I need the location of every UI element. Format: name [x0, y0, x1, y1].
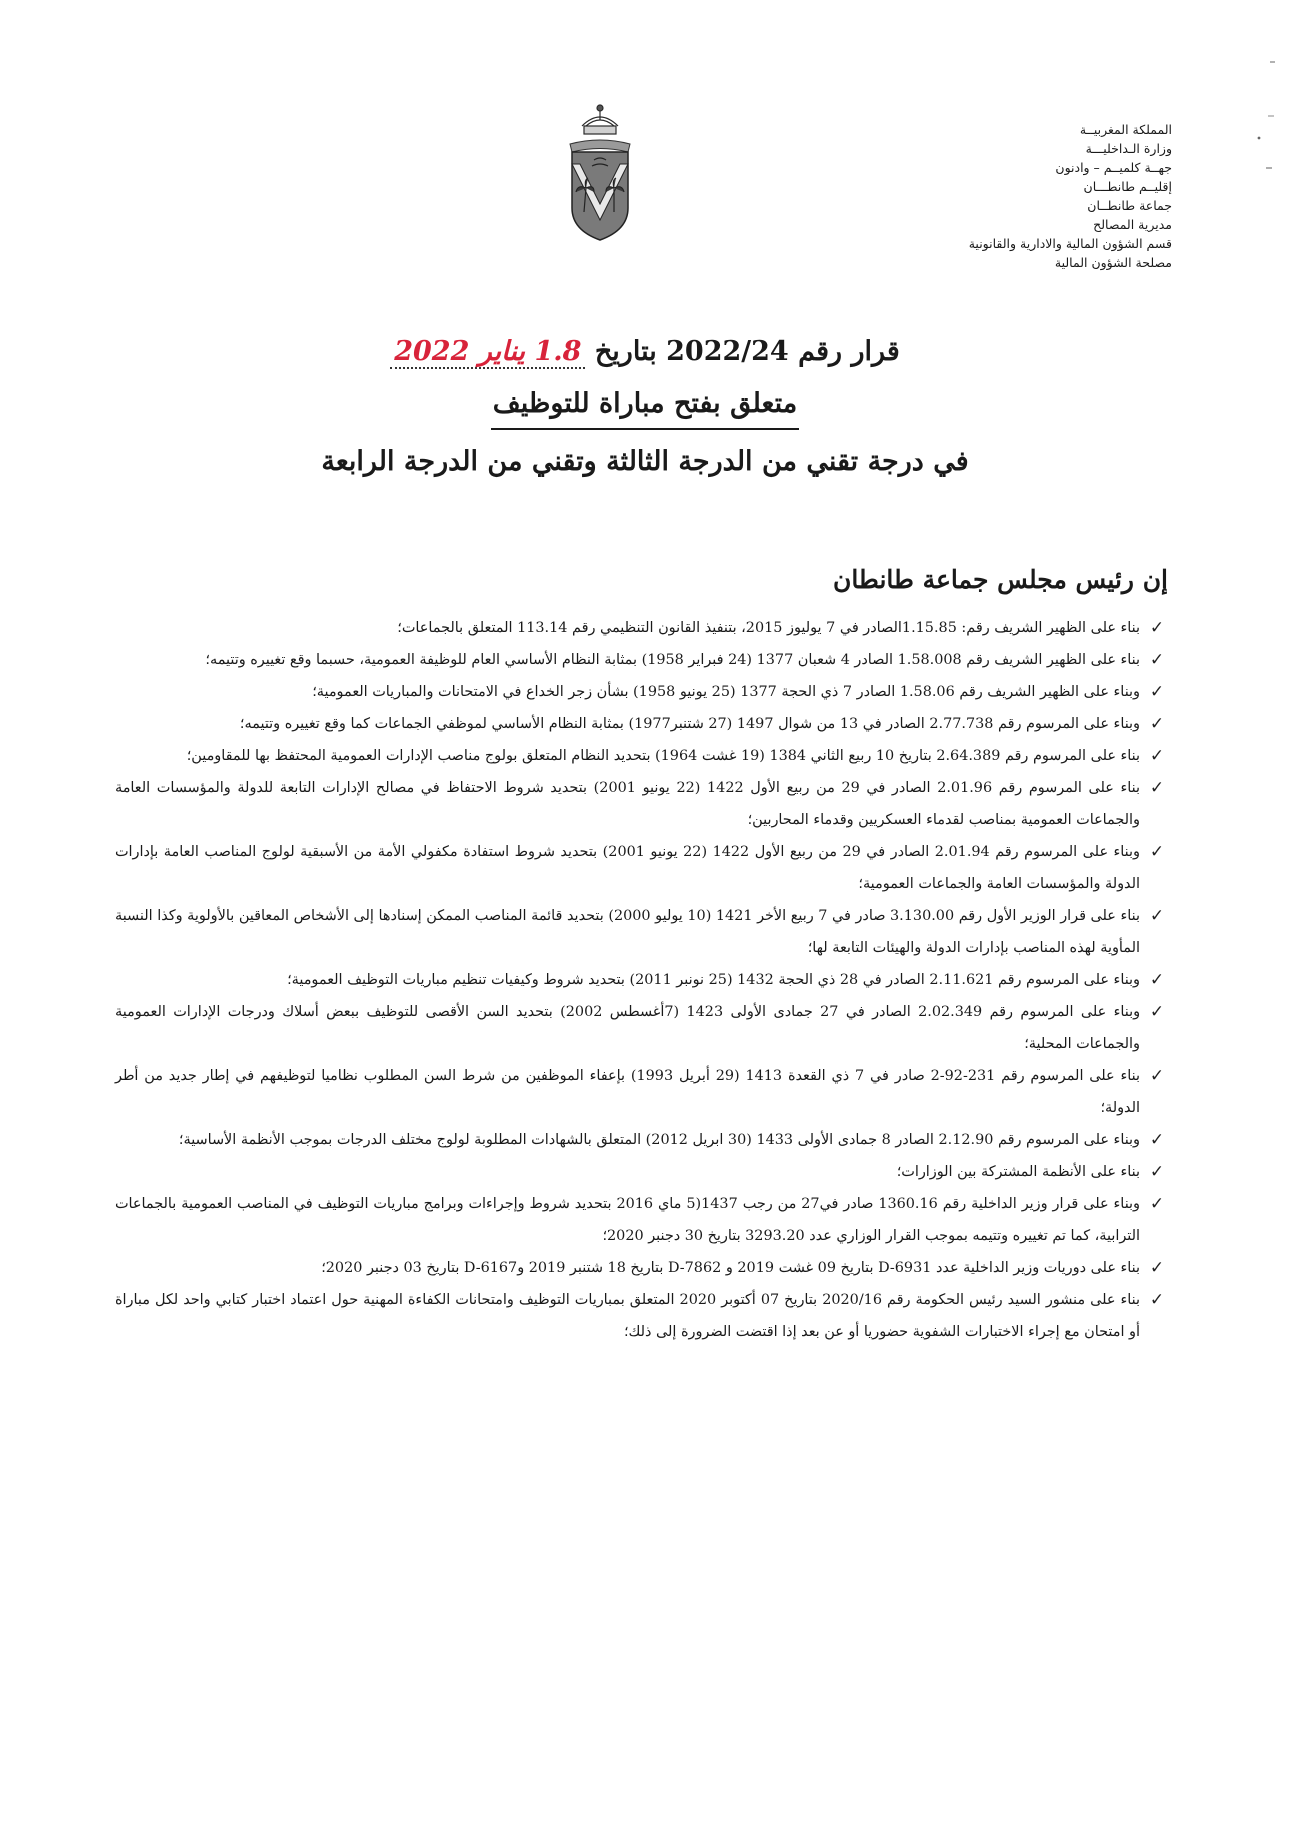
legal-basis-clause — [115, 676, 1170, 708]
clause-text: بناء على دوريات وزير الداخلية عدد D-6931 بتاريخ 09 غشت 2019 و D-7862 بتاريخ 18 شتنبر 2019 وD-6167 بتاريخ 03 دجنبر 2020؛ — [321, 1260, 1140, 1276]
scan-margin-marks — [1256, 60, 1276, 200]
clause-text: بناء على المرسوم رقم 2.64.389 بتاريخ 10 ربيع الثاني 1384 (19 غشت 1964) بتحديد النظام المتعلق بولوج مناصب الإدارات العمومية المحتفظ بها للمقاومين؛ — [186, 748, 1140, 764]
legal-basis-clause — [115, 836, 1170, 900]
decision-subject: متعلق بفتح مباراة للتوظيف — [491, 384, 799, 430]
clause-text: وبناء على المرسوم رقم 2.01.94 الصادر في 29 من ربيع الأول 1422 (22 يونيو 2001) بتحديد شروط استفادة مكفولي الأمة من الأسبقية لولوج المناصب العامة بإدارات الدولة والمؤسسات العامة والجماعات العمومية؛ — [115, 844, 1140, 892]
coat-of-arms-icon — [548, 100, 652, 250]
letterhead-line: مديرية المصالح — [1093, 217, 1172, 232]
legal-basis-list — [115, 612, 1170, 1348]
check-mark-icon: ✓ — [1149, 650, 1165, 670]
date-stamp: 1.8 يناير 2022 — [390, 336, 585, 369]
clause-text: بناء على المرسوم رقم 231-92-2 صادر في 7 ذي القعدة 1413 (29 أبريل 1993) بإعفاء الموظفين من شرط السن المطلوب نظاميا لتوظيفهم في إطار جديد من أطر الدولة؛ — [115, 1068, 1140, 1116]
legal-basis-clause — [115, 708, 1170, 740]
check-mark-icon: ✓ — [1149, 714, 1165, 734]
check-mark-icon: ✓ — [1149, 1130, 1165, 1150]
legal-basis-clause — [115, 964, 1170, 996]
decision-grade: في درجة تقني من الدرجة الثالثة وتقني من الدرجة الرابعة — [321, 446, 969, 477]
legal-basis-clause — [115, 1060, 1170, 1124]
check-mark-icon: ✓ — [1149, 970, 1165, 990]
check-mark-icon: ✓ — [1149, 778, 1165, 798]
clause-text: بناء على الظهير الشريف رقم: 1.15.85الصادر في 7 يوليوز 2015، بتنفيذ القانون التنظيمي رقم 113.14 المتعلق بالجماعات؛ — [397, 620, 1140, 636]
clause-text: وبناء على المرسوم رقم 2.02.349 الصادر في 27 جمادى الأولى 1423 (7أغسطس 2002) بتحديد السن الأقصى للتوظيف ببعض أسلاك ودرجات الإدارات العمومية والجماعات المحلية؛ — [115, 1004, 1141, 1052]
legal-basis-clause — [115, 900, 1170, 964]
clause-text: وبناء على المرسوم رقم 2.77.738 الصادر في 13 من شوال 1497 (27 شتنبر1977) بمثابة النظام الأساسي لموظفي الجماعات كما وقع تغييره وتتيمه؛ — [239, 716, 1140, 732]
clause-text: بناء على الأنظمة المشتركة بين الوزارات؛ — [896, 1164, 1140, 1180]
clause-text: بناء على منشور السيد رئيس الحكومة رقم 2020/16 بتاريخ 07 أكتوبر 2020 المتعلق بمباريات التوظيف وامتحانات الكفاءة المهنية حول اعتماد اختبار كتابي واحد لكل مباراة أو امتحان مع إجراء الاختبارات الشفوية حضوريا أو عن بعد إذا اقتضت الضرورة إلى ذلك؛ — [115, 1292, 1141, 1340]
legal-basis-clause — [115, 612, 1170, 644]
check-mark-icon: ✓ — [1149, 618, 1165, 638]
check-mark-icon: ✓ — [1149, 906, 1165, 926]
decision-number-line — [120, 330, 1170, 374]
check-mark-icon: ✓ — [1149, 1194, 1165, 1214]
clause-text: بناء على قرار الوزير الأول رقم 3.130.00 صادر في 7 ربيع الأخر 1421 (10 يوليو 2000) بتحديد قائمة المناصب الممكن إسنادها إلى الأشخاص المعاقين بالأولوية وكذا النسبة المأوية لهذه المناصب بإدارات الدولة والهيئات التابعة لها؛ — [115, 908, 1140, 956]
check-mark-icon: ✓ — [1149, 1290, 1165, 1310]
legal-basis-clause — [115, 644, 1170, 676]
clause-text: وبناء على المرسوم رقم 2.12.90 الصادر 8 جمادى الأولى 1433 (30 ابريل 2012) المتعلق بالشهادات المطلوبة لولوج مختلف الدرجات بموجب الأنظمة الأساسية؛ — [178, 1132, 1140, 1148]
letterhead-line: جماعة طانطــان — [1087, 198, 1172, 213]
check-mark-icon: ✓ — [1149, 682, 1165, 702]
legal-basis-clause — [115, 772, 1170, 836]
check-mark-icon: ✓ — [1149, 1162, 1165, 1182]
letterhead-line: المملكة المغربيــة — [1079, 122, 1172, 137]
check-mark-icon: ✓ — [1149, 842, 1165, 862]
check-mark-icon: ✓ — [1149, 746, 1165, 766]
legal-basis-clause — [115, 1156, 1170, 1188]
letterhead-line: إقليــم طانطـــان — [1083, 179, 1172, 194]
letterhead-line: قسم الشؤون المالية والادارية والقانونية — [968, 236, 1172, 251]
legal-basis-clause — [115, 996, 1170, 1060]
clause-text: وبناء على الظهير الشريف رقم 1.58.06 الصادر 7 ذي الحجة 1377 (25 يونيو 1958) بشأن زجر الخداع في الامتحانات والمباريات العمومية؛ — [312, 684, 1140, 700]
clause-text: وبناء على قرار وزير الداخلية رقم 1360.16 صادر في27 من رجب 1437(5 ماي 2016 بتحديد شروط وإجراءات وبرامج مباريات التوظيف في المناصب العمومية بالجماعات الترابية، كما تم تغييره وتتيمه بموجب القرار الوزاري عدد 3293.20 بتاريخ 30 دجنبر 2020؛ — [115, 1196, 1140, 1244]
legal-basis-clause — [115, 1252, 1170, 1284]
legal-basis-clause — [115, 1284, 1170, 1348]
check-mark-icon: ✓ — [1149, 1002, 1165, 1022]
legal-basis-clause — [115, 1188, 1170, 1252]
letterhead-line: جهــة كلميــم – وادنون — [1055, 160, 1172, 175]
legal-basis-clause — [115, 1124, 1170, 1156]
clause-text: بناء على الظهير الشريف رقم 1.58.008 الصادر 4 شعبان 1377 (24 فبراير 1958) بمثابة النظام الأساسي العام للوظيفة العمومية، حسبما وقع تغييره وتتيمه؛ — [205, 652, 1140, 668]
letterhead — [872, 120, 1172, 272]
legal-basis-clause — [115, 740, 1170, 772]
check-mark-icon: ✓ — [1149, 1258, 1165, 1278]
council-president-intro: إن رئيس مجلس جماعة طانطان — [832, 565, 1168, 594]
decision-title-block — [120, 330, 1170, 482]
clause-text: بناء على المرسوم رقم 2.01.96 الصادر في 29 من ربيع الأول 1422 (22 يونيو 2001) بتحديد شروط الاحتفاظ في مصالح الإدارات التابعة للدولة والمؤسسات العامة والجماعات العمومية بمناصب لقدماء العسكريين وقدماء المحاربين؛ — [115, 780, 1141, 828]
letterhead-line: وزارة الـداخليـــة — [1085, 141, 1172, 156]
check-mark-icon: ✓ — [1149, 1066, 1165, 1086]
decision-number: قرار رقم 2022/24 بتاريخ — [594, 336, 900, 367]
letterhead-line: مصلحة الشؤون المالية — [1054, 255, 1172, 270]
clause-text: وبناء على المرسوم رقم 2.11.621 الصادر في 28 ذي الحجة 1432 (25 نونبر 2011) بتحديد شروط وكيفيات تنظيم مباريات التوظيف العمومية؛ — [287, 972, 1140, 988]
